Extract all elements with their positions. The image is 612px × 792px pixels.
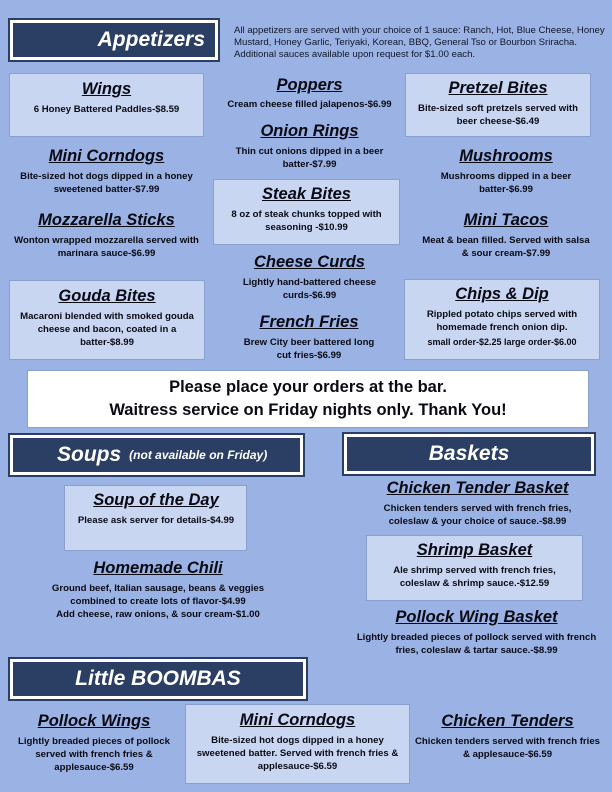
- item-name: Steak Bites: [262, 185, 351, 203]
- item-description: Chicken tenders served with french fries, coleslaw & your choice of sauce.-$8.99: [383, 503, 572, 527]
- menu-item-chicken-tender-basket: [365, 479, 590, 528]
- item-name: French Fries: [259, 313, 359, 331]
- item-description: 6 Honey Battered Paddles-$8.59: [33, 104, 180, 115]
- baskets-title: Baskets: [428, 442, 510, 465]
- menu-item-poppers: [212, 76, 407, 111]
- soups-subtitle: (not available on Friday): [129, 448, 268, 462]
- item-description: Cream cheese filled jalapenos-$6.99: [227, 99, 392, 110]
- menu-item-pollock-wings: [14, 712, 174, 774]
- menu-item-gouda-bites: [12, 287, 202, 349]
- menu-item-mini-corndogs: [14, 147, 199, 196]
- item-name: Chicken Tenders: [441, 712, 574, 730]
- menu-item-mushrooms: [418, 147, 594, 196]
- order-notice: [27, 370, 589, 428]
- baskets-banner: [344, 434, 594, 474]
- menu-item-chicken-tenders: [415, 712, 600, 761]
- menu-item-steak-bites: [218, 185, 395, 234]
- item-extra: Add cheese, raw onions, & sour cream-$1.00: [56, 609, 260, 620]
- item-description: Macaroni blended with smoked gouda cheese and bacon, coated in a batter-$8.99: [20, 311, 194, 348]
- menu-item-pretzel-bites: [410, 79, 586, 128]
- item-name: Shrimp Basket: [416, 541, 533, 559]
- menu-item-soup-of-the-day: [76, 491, 236, 527]
- item-description: Brew City beer battered long cut fries-$6.99: [243, 337, 375, 361]
- appetizers-title: Appetizers: [97, 28, 205, 51]
- notice-line-2: Waitress service on Friday nights only. Thank You!: [109, 401, 507, 419]
- menu-item-mini-tacos: [418, 211, 594, 260]
- item-name: Pollock Wings: [37, 712, 151, 730]
- item-description: Bite-sized hot dogs dipped in a honey sweetened batter. Served with french fries & applesauce-$6.59: [196, 735, 399, 772]
- item-sizes: small order-$2.25 large order-$6.00: [427, 337, 577, 347]
- item-description: Thin cut onions dipped in a beer batter-$7.99: [235, 146, 384, 170]
- menu-item-chips-dip: [406, 285, 598, 349]
- menu-item-shrimp-basket: [372, 541, 577, 590]
- item-description: Wonton wrapped mozzarella served with marinara sauce-$6.99: [14, 235, 199, 259]
- item-description: Ale shrimp served with french fries, coleslaw & shrimp sauce.-$12.59: [393, 565, 556, 589]
- menu-item-homemade-chili: [20, 559, 296, 621]
- menu-item-wings: [9, 80, 204, 116]
- item-name: Mini Corndogs: [239, 711, 356, 729]
- menu-item-cheese-curds: [221, 253, 398, 302]
- boombas-title: Little BOOMBAS: [75, 667, 241, 690]
- item-name: Pretzel Bites: [448, 79, 548, 97]
- item-description: Lightly hand-battered cheese curds-$6.99: [242, 277, 377, 301]
- soups-title: Soups: [57, 443, 122, 466]
- item-name: Chicken Tender Basket: [386, 479, 569, 497]
- item-name: Pollock Wing Basket: [395, 608, 558, 626]
- item-name: Mini Corndogs: [48, 147, 165, 165]
- boombas-banner: [10, 659, 306, 699]
- item-description: Lightly breaded pieces of pollock served with french fries & applesauce-$6.59: [18, 736, 170, 773]
- item-description: Mushrooms dipped in a beer batter-$6.99: [440, 171, 572, 195]
- appetizers-sauce-note: All appetizers are served with your choice of 1 sauce: Ranch, Hot, Blue Cheese, Honey Mustard, Honey Garlic, Teriyaki, Korean, BBQ, General Tso or Bourbon Sriracha. Additional sauces available upon request for $1.00 each.: [234, 25, 605, 60]
- menu-item-french-fries: [238, 313, 380, 362]
- item-description: Meat & bean filled. Served with salsa & sour cream-$7.99: [422, 235, 590, 259]
- item-name: Mushrooms: [459, 147, 553, 165]
- item-name: Poppers: [276, 76, 343, 94]
- menu-item-mozzarella-sticks: [6, 211, 207, 260]
- item-name: Gouda Bites: [58, 287, 156, 305]
- menu-item-boombas-mini-corndogs: [192, 711, 403, 773]
- item-name: Mozzarella Sticks: [38, 211, 175, 229]
- item-name: Wings: [81, 80, 132, 98]
- item-name: Onion Rings: [260, 122, 359, 140]
- item-name: Cheese Curds: [254, 253, 365, 271]
- soups-banner: [10, 435, 303, 475]
- item-name: Soup of the Day: [93, 491, 219, 509]
- menu-item-onion-rings: [228, 122, 391, 171]
- item-name: Chips & Dip: [455, 285, 549, 303]
- notice-line-1: Please place your orders at the bar.: [169, 378, 447, 396]
- item-description: Ground beef, Italian sausage, beans & veggies combined to create lots of flavor-$4.99: [51, 583, 265, 607]
- appetizers-banner: [10, 20, 218, 60]
- item-name: Homemade Chili: [93, 559, 223, 577]
- item-description: Bite-sized hot dogs dipped in a honey sweetened batter-$7.99: [20, 171, 193, 195]
- item-description: Please ask server for details-$4.99: [77, 515, 235, 526]
- menu-item-pollock-wing-basket: [354, 608, 599, 657]
- item-description: Chicken tenders served with french fries & applesauce-$6.59: [415, 736, 601, 760]
- item-description: Bite-sized soft pretzels served with beer cheese-$6.49: [418, 103, 578, 127]
- item-name: Mini Tacos: [463, 211, 549, 229]
- item-description: Rippled potato chips served with homemade french onion dip.: [426, 309, 578, 333]
- item-description: 8 oz of steak chunks topped with seasoning -$10.99: [231, 209, 382, 233]
- item-description: Lightly breaded pieces of pollock served with french fries, coleslaw & tartar sauce.-$8.99: [356, 632, 597, 656]
